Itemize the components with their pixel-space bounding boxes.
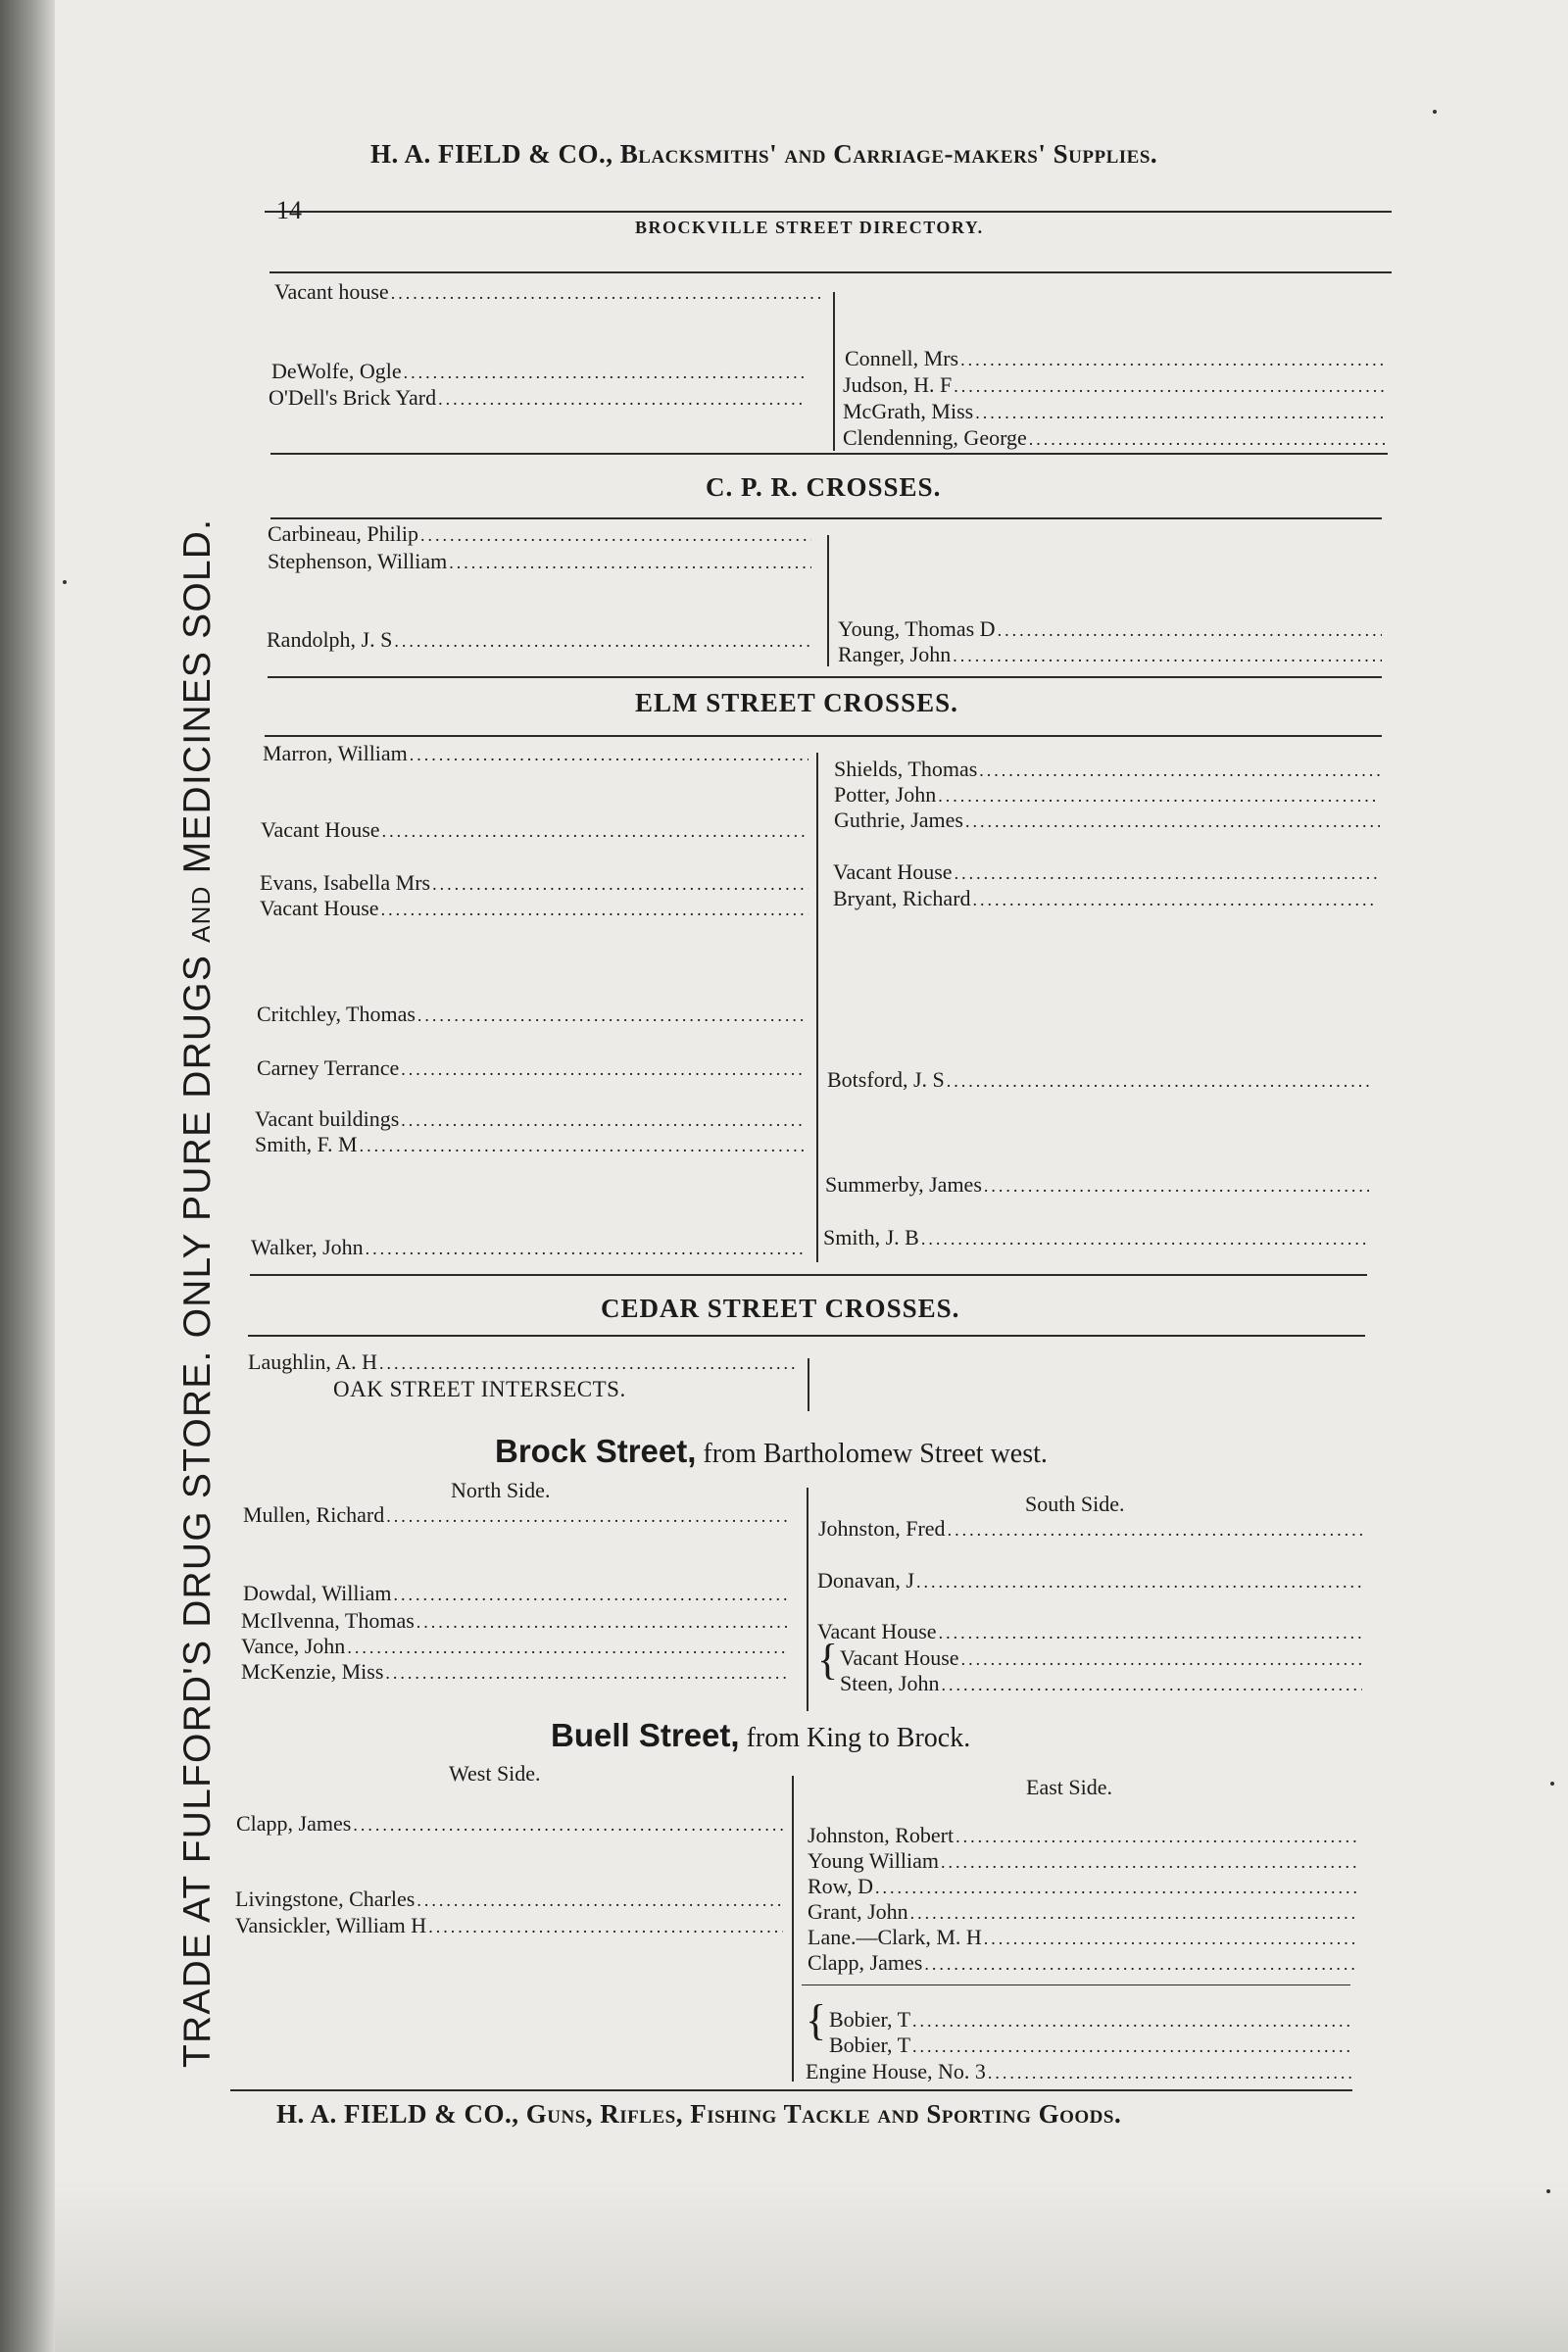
header-tagline: Blacksmiths' and Carriage-makers' Supplies. — [619, 139, 1158, 169]
list-item: Guthrie, James ..... — [834, 808, 1380, 833]
oak-street-intersects: OAK STREET INTERSECTS. — [333, 1377, 626, 1401]
list-item: Vacant House ..... — [840, 1645, 1362, 1671]
list-item: Vacant House ..... — [817, 1619, 1362, 1644]
list-item: O'Dell's Brick Yard ..... — [269, 385, 806, 411]
header-firm: H. A. FIELD & CO., — [370, 139, 613, 169]
side-banner-part1: TRADE AT FULFORD'S DRUG STORE. ONLY PURE DRUGS — [176, 954, 219, 2068]
scan-speck — [1550, 1782, 1554, 1786]
list-item: Smith, J. B ..... — [823, 1225, 1369, 1250]
scan-speck — [1546, 2189, 1550, 2193]
list-item: Young William ..... — [808, 1848, 1356, 1874]
list-item: Steen, John ..... — [840, 1671, 1362, 1696]
list-item: Vance, John ..... — [241, 1634, 788, 1659]
list-item: McKenzie, Miss ..... — [241, 1659, 788, 1685]
east-side-label: East Side. — [1026, 1775, 1112, 1799]
side-banner — [176, 518, 220, 2068]
title-rule — [270, 271, 1392, 273]
column-divider — [792, 1776, 794, 2082]
list-item: Critchley, Thomas ..... — [257, 1002, 806, 1027]
page-number: 14 — [276, 196, 302, 224]
brock-street-route: from Bartholomew Street west. — [703, 1439, 1048, 1469]
column-divider — [808, 1358, 809, 1411]
list-item: Carbineau, Philip ..... — [268, 521, 811, 547]
section-rule — [270, 453, 1388, 455]
brace-icon: { — [806, 1996, 827, 2044]
group-rule — [802, 1984, 1350, 1985]
running-footer — [276, 2099, 1121, 2130]
list-item: Stephenson, William ..... — [268, 549, 811, 574]
buell-street-heading — [551, 1717, 970, 1754]
list-item: Mullen, Richard ..... — [243, 1502, 790, 1528]
buell-street-route: from King to Brock. — [746, 1723, 971, 1753]
cpr-crosses-heading: C. P. R. CROSSES. — [706, 472, 942, 502]
list-item: Engine House, No. 3 ..... — [806, 2059, 1354, 2084]
list-item: Donavan, J ..... — [817, 1568, 1362, 1593]
elm-street-crosses-heading: ELM STREET CROSSES. — [635, 688, 958, 717]
list-item: Randolph, J. S ..... — [267, 627, 811, 653]
section-rule — [248, 1335, 1365, 1337]
footer-firm: H. A. FIELD & CO., — [276, 2099, 519, 2129]
list-item: Vacant House ..... — [261, 817, 808, 843]
section-rule — [268, 676, 1382, 678]
list-item: Potter, John ..... — [834, 782, 1380, 808]
list-item: Evans, Isabella Mrs ..... — [260, 870, 808, 896]
south-side-label: South Side. — [1025, 1492, 1125, 1516]
column-divider — [816, 753, 818, 1262]
list-item: Laughlin, A. H ..... — [248, 1349, 797, 1375]
list-item: McIlvenna, Thomas ..... — [241, 1608, 788, 1634]
list-item: Bobier, T ..... — [829, 2033, 1354, 2058]
section-rule — [250, 1274, 1367, 1276]
header-rule — [265, 211, 1392, 213]
list-item: Connell, Mrs ..... — [845, 346, 1387, 371]
brock-street-name: Brock Street, — [495, 1433, 697, 1469]
west-side-label: West Side. — [449, 1761, 541, 1786]
section-rule — [270, 517, 1382, 519]
brace-icon: { — [817, 1636, 839, 1684]
north-side-label: North Side. — [451, 1478, 551, 1502]
list-item: McGrath, Miss ..... — [843, 399, 1387, 424]
list-item: Bryant, Richard ..... — [833, 886, 1378, 911]
side-banner-part2: MEDICINES SOLD. — [176, 517, 219, 874]
list-item: Botsford, J. S ..... — [827, 1067, 1371, 1093]
buell-street-name: Buell Street, — [551, 1717, 740, 1753]
list-item: Marron, William ..... — [263, 741, 808, 766]
scan-speck — [63, 580, 67, 584]
list-item: Lane.—Clark, M. H ..... — [808, 1925, 1356, 1950]
list-item: DeWolfe, Ogle ..... — [271, 359, 806, 384]
list-item: Johnston, Robert ..... — [808, 1823, 1356, 1848]
list-item: Grant, John ..... — [808, 1899, 1356, 1925]
list-item: Vacant house ..... — [274, 279, 823, 305]
list-item: Vacant buildings ..... — [255, 1106, 806, 1132]
list-item: Shields, Thomas ..... — [834, 757, 1380, 782]
list-item: Young, Thomas D ..... — [838, 616, 1382, 642]
column-divider — [833, 292, 835, 451]
brock-street-heading — [495, 1433, 1048, 1470]
running-header — [370, 139, 1157, 170]
list-item: Judson, H. F ..... — [843, 372, 1387, 398]
list-item: Bobier, T ..... — [829, 2007, 1354, 2033]
list-item: Livingstone, Charles ..... — [235, 1886, 783, 1912]
directory-title: BROCKVILLE STREET DIRECTORY. — [635, 218, 984, 237]
list-item: Ranger, John ..... — [838, 642, 1382, 667]
list-item: Johnston, Fred ..... — [818, 1516, 1362, 1542]
column-divider — [807, 1488, 808, 1711]
side-banner-and: AND — [186, 885, 216, 943]
cedar-street-crosses-heading: CEDAR STREET CROSSES. — [601, 1294, 960, 1323]
list-item: Carney Terrance ..... — [257, 1055, 806, 1081]
section-rule — [265, 735, 1382, 737]
footer-rule — [230, 2089, 1352, 2091]
page-edge — [55, 2180, 1568, 2352]
scan-speck — [1433, 110, 1437, 114]
list-item: Clapp, James ..... — [808, 1950, 1356, 1976]
list-item: Walker, John ..... — [251, 1235, 806, 1260]
list-item: Smith, F. M ..... — [255, 1132, 806, 1157]
column-divider — [827, 535, 829, 666]
list-item: Dowdal, William ..... — [243, 1581, 788, 1606]
list-item: Vacant House ..... — [260, 896, 808, 921]
list-item: Clapp, James ..... — [236, 1811, 783, 1837]
footer-tagline: Guns, Rifles, Fishing Tackle and Sporting Goods. — [525, 2099, 1122, 2129]
list-item: Vansickler, William H ..... — [235, 1913, 783, 1938]
list-item: Clendenning, George ..... — [843, 425, 1387, 451]
list-item: Summerby, James ..... — [825, 1172, 1369, 1198]
list-item: Row, D ..... — [808, 1874, 1356, 1899]
book-spine — [0, 0, 55, 2352]
list-item: Vacant House ..... — [833, 859, 1378, 885]
